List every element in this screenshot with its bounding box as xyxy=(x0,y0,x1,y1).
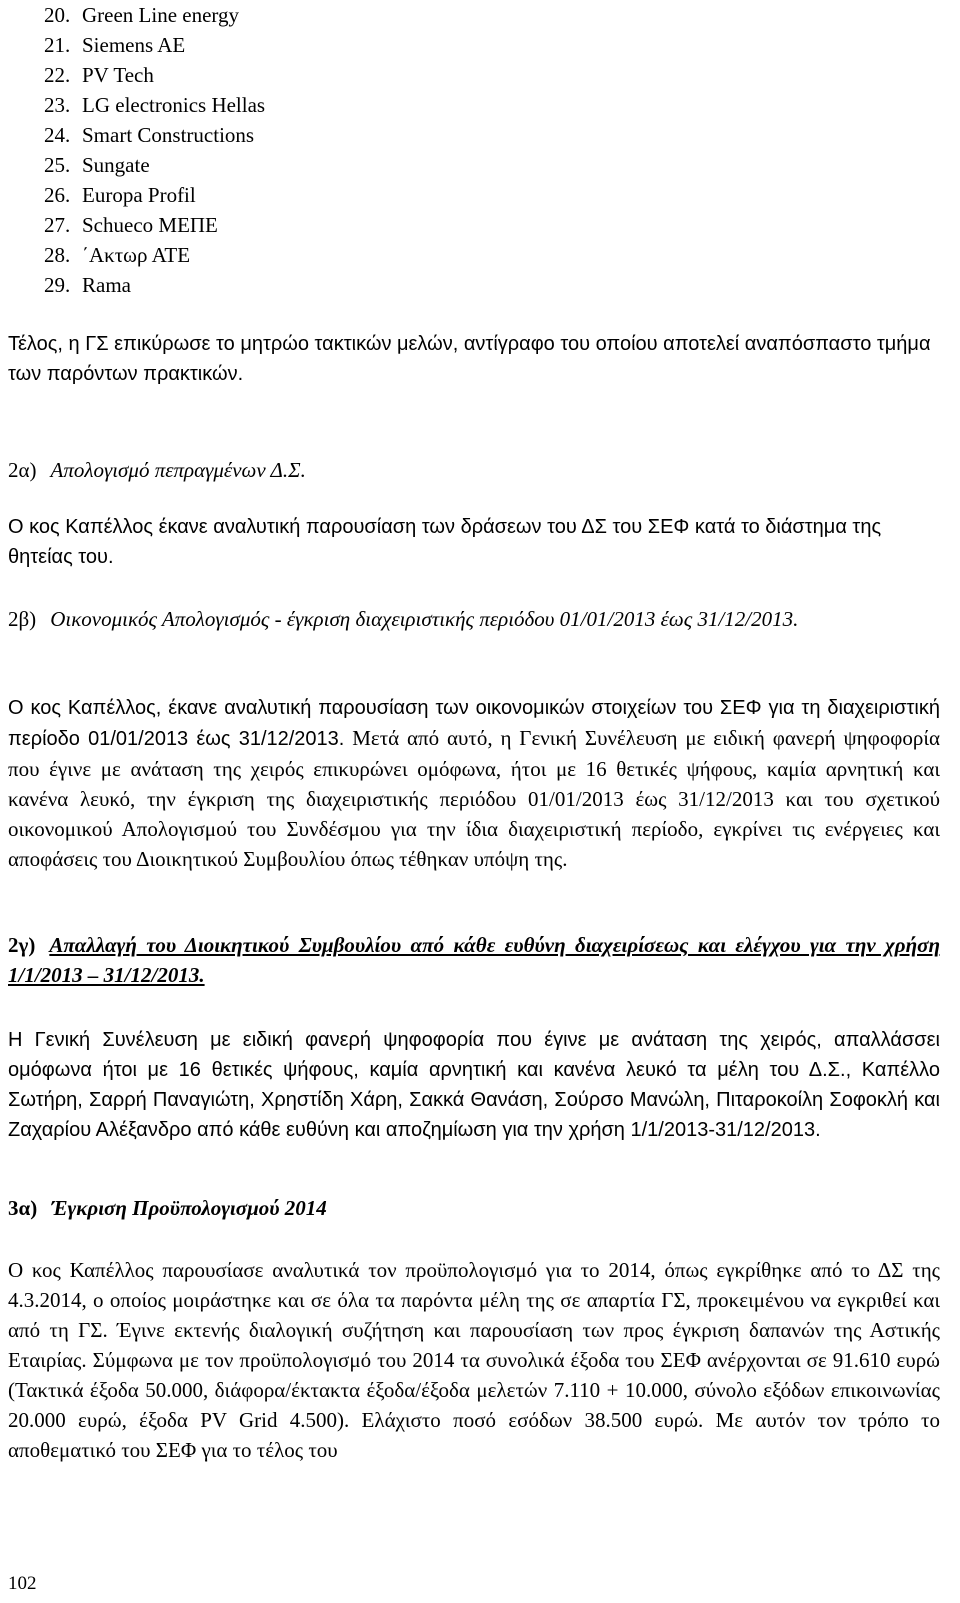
list-item-name: Green Line energy xyxy=(82,3,240,27)
list-item-name: Schueco ΜΕΠΕ xyxy=(82,213,218,237)
section-2b-body-decision: Μετά από αυτό, η Γενική Συνέλευση με ειδική φανερή ψηφοφορία που έγινε με ανάταση της χειρός επικυρώνει ομόφωνα, ήτοι με 16 θετικές ψήφους, καμία αρνητική και κανένα λευκό, την έγκριση της διαχειριστικής περιόδου 01/01/2013 έως 31/12/2013 και του σχετικού οικονομικού Απολογισμού του Συνδέσμου για την ίδια διαχειριστική περίοδο, εγκρίνει τις ενέργειες και αποφάσεις του Διοικητικού Συμβουλίου όπως τέθηκαν υπόψη της. xyxy=(8,726,940,871)
list-item xyxy=(44,90,265,120)
list-item-number: 29. xyxy=(44,273,71,297)
list-item-name: LG electronics Hellas xyxy=(82,93,266,117)
section-label: 3α) xyxy=(8,1196,38,1220)
list-item xyxy=(44,120,265,150)
list-item-number: 20. xyxy=(44,3,71,27)
members-list xyxy=(44,0,265,300)
list-item-name: Rama xyxy=(82,273,131,297)
section-title: Οικονομικός Απολογισμός - έγκριση διαχειριστικής περιόδου 01/01/2013 έως 31/12/2013. xyxy=(50,607,799,631)
list-item-name: ΄Ακτωρ ΑΤΕ xyxy=(82,243,191,267)
list-item-name: PV Tech xyxy=(82,63,154,87)
list-item-name: Smart Constructions xyxy=(82,123,255,147)
list-item-number: 28. xyxy=(44,243,71,267)
list-item-number: 21. xyxy=(44,33,71,57)
list-item-number: 25. xyxy=(44,153,71,177)
section-3a-heading xyxy=(8,1193,940,1223)
list-item-name: Siemens AE xyxy=(82,33,186,57)
section-3a-body: Ο κος Καπέλλος παρουσίασε αναλυτικά τον προϋπολογισμό για το 2014, όπως εγκρίθηκε από το ΔΣ της 4.3.2014, ο οποίος μοιράστηκε και σε όλα τα παρόντα μέλη της σε απαρτία ΓΣ, προκειμένου να εγκριθεί και από τη ΓΣ. Έγινε εκτενής διαλογική συζήτηση και παρουσίαση των προς έγκριση δαπανών της Αστικής Εταιρίας. Σύμφωνα με τον προϋπολογισμό του 2014 τα συνολικά έξοδα του ΣΕΦ ανέρχονται σε 91.610 ευρώ (Τακτικά έξοδα 50.000, διάφορα/έκτακτα έξοδα/έξοδα μελετών 7.110 + 10.000, σύνολο εξόδων επικοινωνίας 20.000 ευρώ, έξοδα PV Grid 4.500). Ελάχιστο ποσό εσόδων 38.500 ευρώ. Με αυτόν τον τρόπο το αποθεματικό του ΣΕΦ για το τέλος του xyxy=(8,1258,940,1462)
section-title: Απαλλαγή του Διοικητικού Συμβουλίου από κάθε ευθύνη διαχειρίσεως και ελέγχου για την χρήση 1/1/2013 – 31/12/2013. xyxy=(8,933,940,987)
section-2c-body: Η Γενική Συνέλευση με ειδική φανερή ψηφοφορία που έγινε με ανάταση της χειρός, απαλλάσσει ομόφωνα ήτοι με 16 θετικές ψήφους, καμία αρνητική και κανένα λευκό τα μέλη του Δ.Σ., Καπέλλο Σωτήρη, Σαρρή Παναγιώτη, Χρηστίδη Χάρη, Σακκά Θανάση, Σούρσο Μανώλη, Πιταροκοίλη Σοφοκλή και Ζαχαρίου Αλέξανδρο από κάθε ευθύνη και αποζημίωση για την χρήση 1/1/2013-31/12/2013. xyxy=(8,1029,940,1141)
section-title: Έγκριση Προϋπολογισμού 2014 xyxy=(51,1196,327,1220)
list-item-number: 26. xyxy=(44,183,71,207)
intro-paragraph: Τέλος, η ΓΣ επικύρωσε το μητρώο τακτικών μελών, αντίγραφο του οποίου αποτελεί αναπόσπαστο τμήμα των παρόντων πρακτικών. xyxy=(8,333,931,385)
list-item xyxy=(44,270,265,300)
list-item-number: 23. xyxy=(44,93,71,117)
section-2b-body xyxy=(8,692,940,874)
list-item-name: Sungate xyxy=(82,153,150,177)
page-number: 102 xyxy=(8,1573,37,1594)
section-label: 2γ) xyxy=(8,933,36,957)
list-item xyxy=(44,240,265,270)
list-item xyxy=(44,210,265,240)
list-item-number: 27. xyxy=(44,213,71,237)
list-item-name: Europa Profil xyxy=(82,183,196,207)
section-label: 2β) xyxy=(8,607,37,631)
section-2c-heading xyxy=(8,930,940,990)
list-item xyxy=(44,30,265,60)
list-item xyxy=(44,0,265,30)
section-title: Απολογισμό πεπραγμένων Δ.Σ. xyxy=(50,458,306,482)
list-item xyxy=(44,180,265,210)
section-2b-body-intro: Ο κος Καπέλλος, έκανε αναλυτική παρουσίαση των οικονομικών στοιχείων του ΣΕΦ για τη διαχειριστική περίοδο 01/01/2013 έως 31/12/2013. xyxy=(8,697,940,750)
list-item xyxy=(44,150,265,180)
list-item-number: 22. xyxy=(44,63,71,87)
section-2a-heading xyxy=(8,455,940,485)
list-item xyxy=(44,60,265,90)
section-2b-heading xyxy=(8,604,940,634)
list-item-number: 24. xyxy=(44,123,71,147)
section-2a-body: Ο κος Καπέλλος έκανε αναλυτική παρουσίαση των δράσεων του ΔΣ του ΣΕΦ κατά το διάστημα της θητείας του. xyxy=(8,516,882,568)
section-label: 2α) xyxy=(8,458,37,482)
